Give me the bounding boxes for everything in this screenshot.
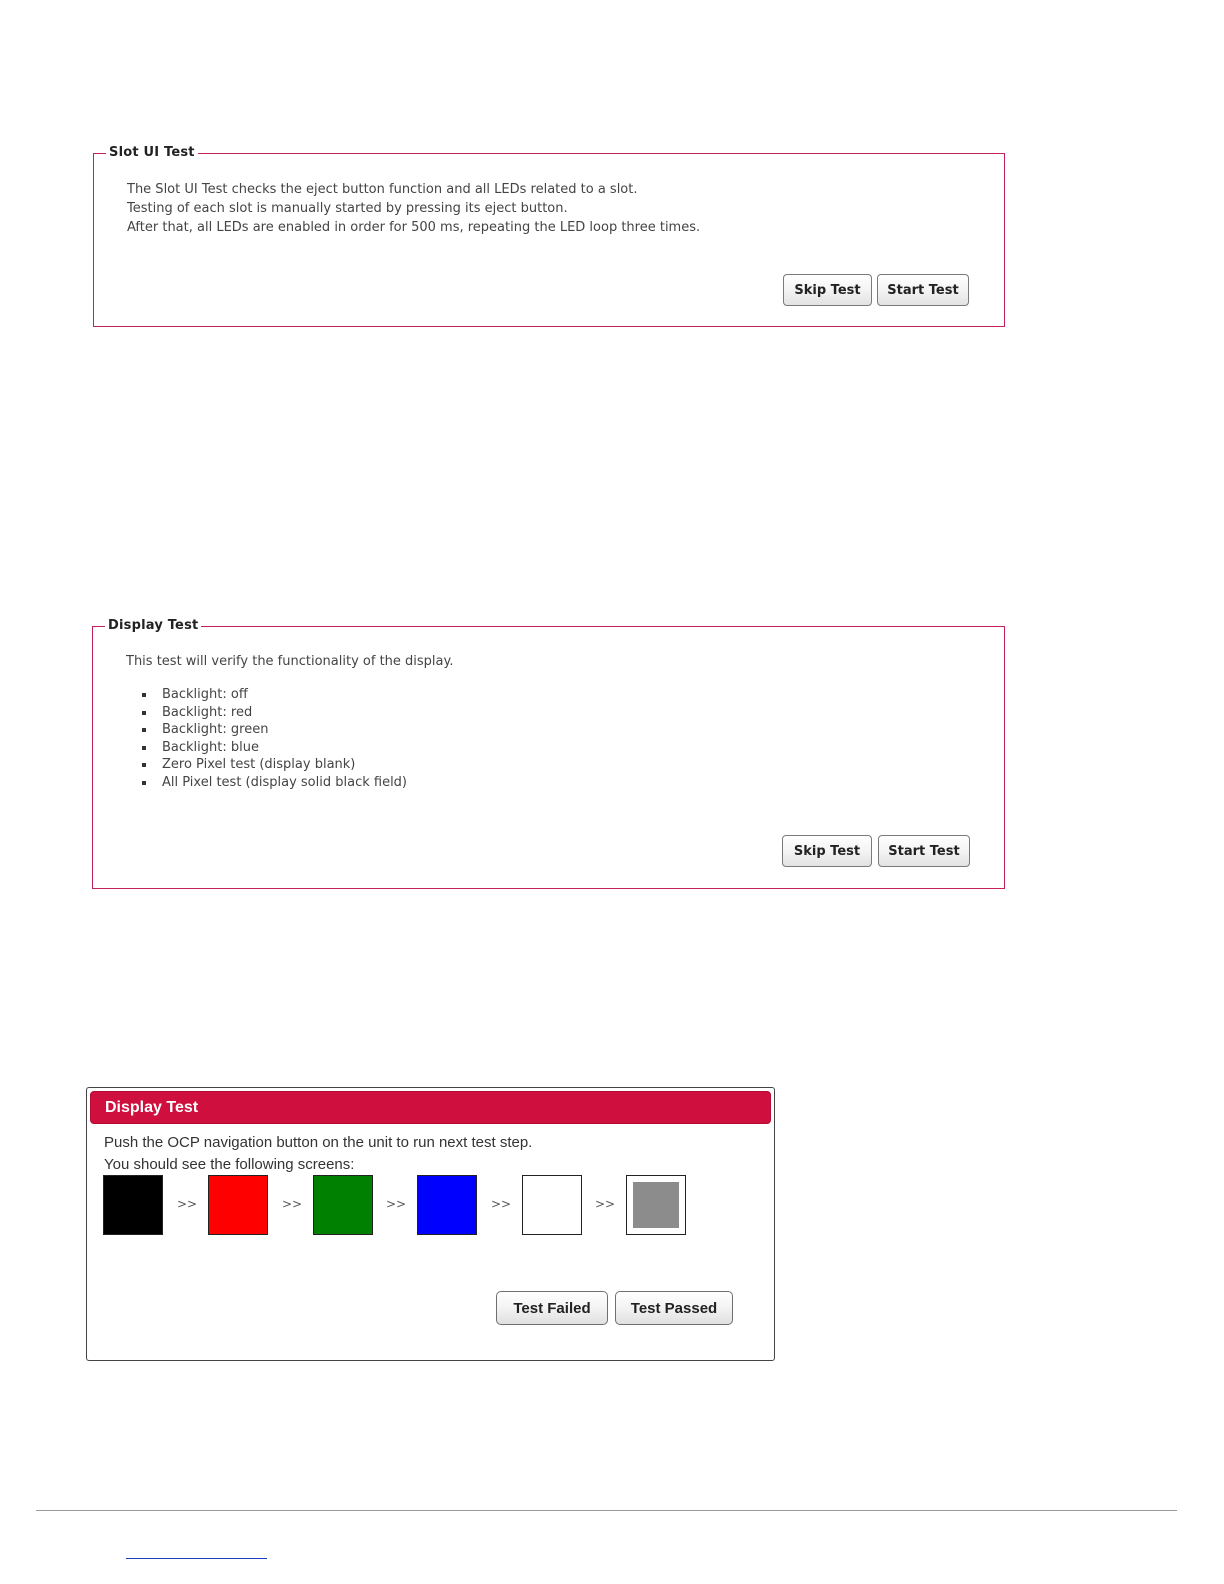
slot-ui-test-description [127, 180, 700, 237]
list-item: Backlight: red [141, 704, 407, 722]
screen-swatch-blue [417, 1175, 477, 1235]
slot-start-test-button[interactable]: Start Test [877, 274, 969, 306]
dialog-instruction: Push the OCP navigation button on the unit to run next test step. [104, 1134, 533, 1151]
slot-ui-test-line-3: After that, all LEDs are enabled in order for 500 ms, repeating the LED loop three times. [127, 220, 701, 235]
slot-ui-test-line-1: The Slot UI Test checks the eject button function and all LEDs related to a slot. [127, 182, 638, 197]
screen-swatch-gray-fill [633, 1182, 679, 1228]
display-test-intro: This test will verify the functionality of the display. [126, 654, 454, 669]
dialog-title: Display Test [105, 1099, 199, 1116]
slot-skip-test-button[interactable]: Skip Test [783, 274, 872, 306]
dialog-header [90, 1091, 771, 1124]
test-passed-button[interactable]: Test Passed [615, 1291, 733, 1325]
list-item: Backlight: green [141, 721, 407, 739]
display-test-panel [92, 618, 1005, 889]
display-test-dialog [86, 1087, 775, 1361]
display-start-test-button[interactable]: Start Test [878, 835, 970, 867]
slot-ui-test-legend: Slot UI Test [106, 145, 198, 161]
footer-link-underline[interactable] [126, 1558, 267, 1559]
slot-ui-test-line-2: Testing of each slot is manually started by pressing its eject button. [127, 201, 568, 216]
screen-swatch-white [522, 1175, 582, 1235]
test-failed-button[interactable]: Test Failed [496, 1291, 608, 1325]
display-test-legend: Display Test [105, 618, 201, 634]
list-item: Backlight: off [141, 686, 407, 704]
screen-swatch-red [208, 1175, 268, 1235]
display-test-step-list [141, 686, 407, 792]
screen-swatch-green [313, 1175, 373, 1235]
arrow-separator: >> [177, 1197, 198, 1211]
list-item: Zero Pixel test (display blank) [141, 756, 407, 774]
arrow-separator: >> [386, 1197, 407, 1211]
arrow-separator: >> [491, 1197, 512, 1211]
arrow-separator: >> [282, 1197, 303, 1211]
slot-ui-test-panel [93, 145, 1005, 327]
list-item: Backlight: blue [141, 739, 407, 757]
screen-swatch-gray [626, 1175, 686, 1235]
screen-swatch-black [103, 1175, 163, 1235]
dialog-prompt: You should see the following screens: [104, 1156, 355, 1173]
arrow-separator: >> [595, 1197, 616, 1211]
list-item: All Pixel test (display solid black field) [141, 774, 407, 792]
display-skip-test-button[interactable]: Skip Test [782, 835, 872, 867]
footer-divider [36, 1510, 1177, 1511]
